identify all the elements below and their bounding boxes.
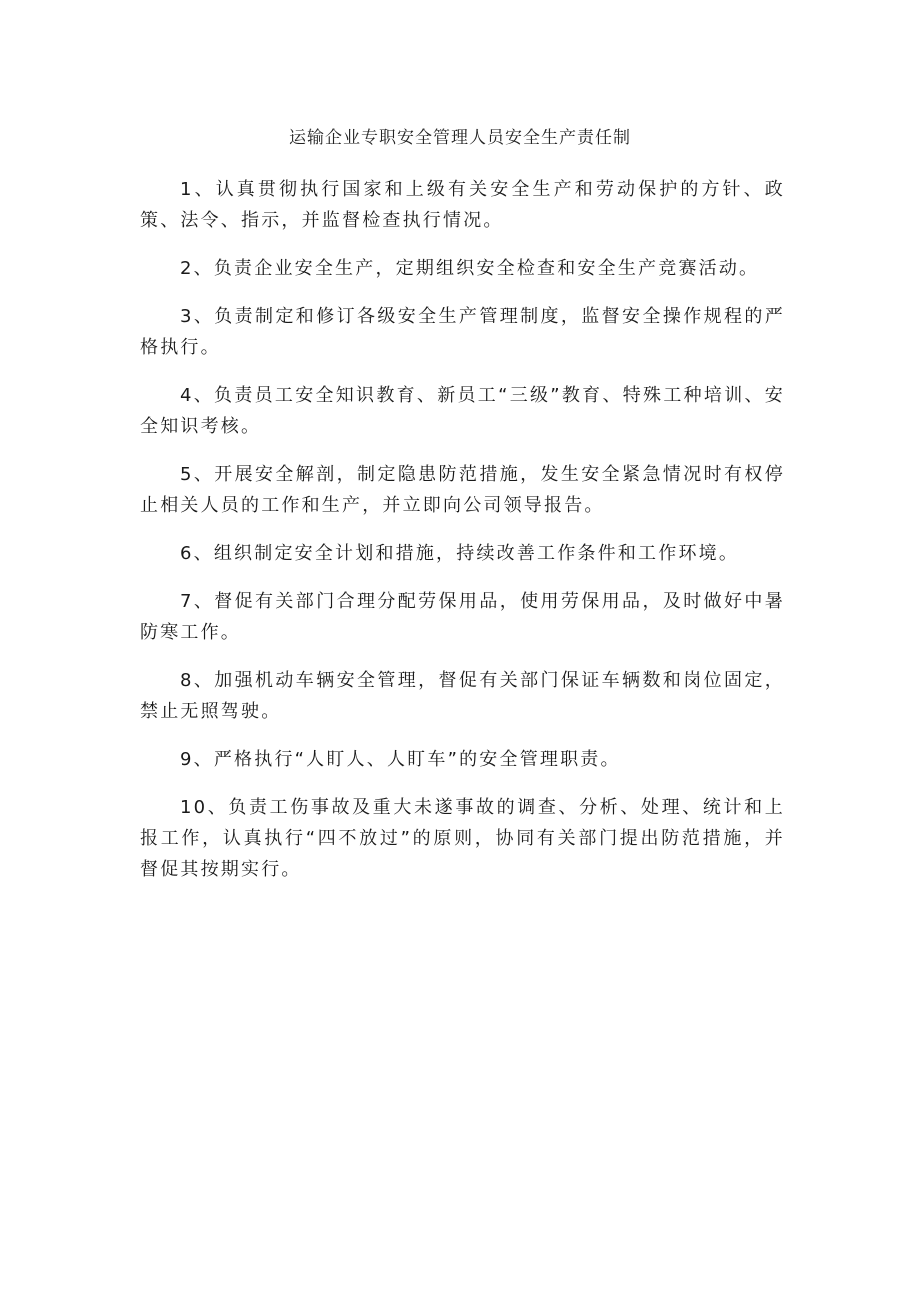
paragraph-8: 8、加强机动车辆安全管理，督促有关部门保证车辆数和岗位固定，禁止无照驾驶。 <box>140 670 785 722</box>
paragraph-10: 10、负责工伤事故及重大未遂事故的调查、分析、处理、统计和上报工作，认真执行“四不放过”的原则，协同有关部门提出防范措施，并督促其按期实行。 <box>140 797 785 880</box>
paragraph-4: 4、负责员工安全知识教育、新员工“三级”教育、特殊工种培训、安全知识考核。 <box>140 385 785 437</box>
paragraph-3: 3、负责制定和修订各级安全生产管理制度，监督安全操作规程的严格执行。 <box>140 306 785 358</box>
document-body <box>140 174 785 902</box>
paragraph-1: 1、认真贯彻执行国家和上级有关安全生产和劳动保护的方针、政策、法令、指示，并监督检查执行情况。 <box>140 179 785 231</box>
paragraph-9: 9、严格执行“人盯人、人盯车”的安全管理职责。 <box>180 749 621 770</box>
paragraph-2: 2、负责企业安全生产，定期组织安全检查和安全生产竞赛活动。 <box>180 258 760 279</box>
paragraph-5: 5、开展安全解剖，制定隐患防范措施，发生安全紧急情况时有权停止相关人员的工作和生产，并立即向公司领导报告。 <box>140 464 785 516</box>
document-title: 运输企业专职安全管理人员安全生产责任制 <box>289 128 631 148</box>
paragraph-7: 7、督促有关部门合理分配劳保用品，使用劳保用品，及时做好中暑防寒工作。 <box>140 591 785 643</box>
paragraph-6: 6、组织制定安全计划和措施，持续改善工作条件和工作环境。 <box>180 543 740 564</box>
